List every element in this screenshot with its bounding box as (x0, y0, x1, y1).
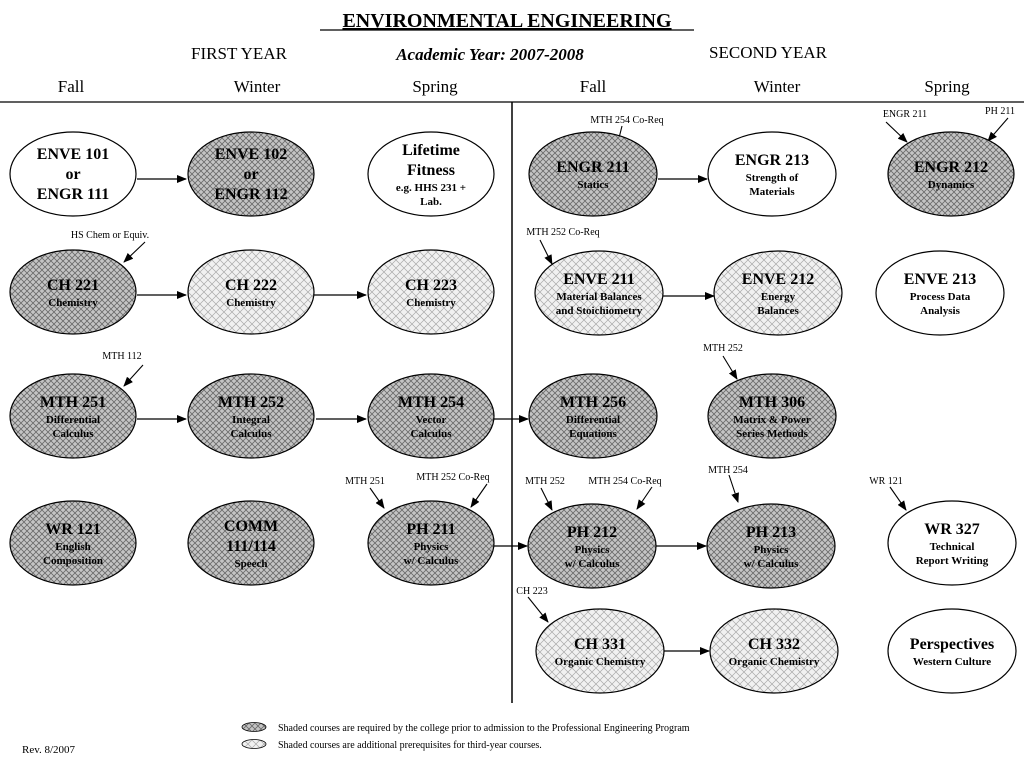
course-subtitle: English (55, 541, 91, 553)
course-node-enve211 (535, 251, 663, 335)
course-subtitle: Differential (565, 414, 621, 426)
course-title: MTH 254 (397, 394, 465, 411)
course-nodes (10, 132, 1016, 693)
course-title: PH 211 (406, 521, 456, 538)
note-mth252-b: MTH 252 (525, 476, 565, 487)
course-node-ch222 (188, 250, 314, 334)
course-title: MTH 306 (738, 394, 806, 411)
course-subtitle: e.g. HHS 231 + (395, 182, 467, 194)
course-subtitle: Composition (43, 555, 103, 567)
course-node-ph212 (528, 504, 656, 588)
course-node-ch223 (368, 250, 494, 334)
course-subtitle: Western Culture (912, 656, 992, 668)
first-year-label: FIRST YEAR (191, 44, 287, 63)
course-subtitle: w/ Calculus (564, 558, 620, 570)
course-node-mth251 (10, 374, 136, 458)
course-subtitle: Report Writing (915, 555, 989, 567)
course-subtitle: Organic Chemistry (728, 656, 820, 668)
course-subtitle: and Stoichiometry (555, 305, 643, 317)
note-ch223: CH 223 (516, 586, 548, 597)
course-title: Perspectives (909, 636, 995, 653)
note-wr121: WR 121 (869, 476, 903, 487)
course-title: MTH 256 (559, 394, 627, 411)
course-subtitle: Physics (413, 541, 449, 553)
course-subtitle: w/ Calculus (403, 555, 459, 567)
course-node-wr327 (888, 501, 1016, 585)
course-node-ch332 (710, 609, 838, 693)
course-subtitle: Chemistry (406, 297, 456, 309)
course-node-ch221 (10, 250, 136, 334)
course-title: Fitness (407, 162, 455, 179)
pointer-mth252-a (723, 356, 737, 379)
course-title: WR 121 (45, 521, 101, 538)
course-node-mth252 (188, 374, 314, 458)
course-node-mth254 (368, 374, 494, 458)
note-mth254: MTH 254 (708, 465, 748, 476)
note-mth112: MTH 112 (102, 351, 142, 362)
course-subtitle: Calculus (230, 428, 272, 440)
course-node-mth256 (529, 374, 657, 458)
course-title: ENVE 102 (214, 146, 288, 163)
course-subtitle: Energy (760, 291, 796, 303)
pointer-mth252-b (541, 488, 552, 510)
revision-label: Rev. 8/2007 (22, 744, 76, 756)
term-label-winter-1: Winter (233, 77, 281, 96)
course-node-lifetime (368, 132, 494, 216)
course-title: ENVE 213 (903, 271, 977, 288)
course-subtitle: Dynamics (927, 179, 975, 191)
course-node-enve213 (876, 251, 1004, 335)
second-year-label: SECOND YEAR (709, 43, 827, 62)
term-label-fall-1: Fall (57, 77, 85, 96)
course-subtitle: Process Data (909, 291, 971, 303)
course-title: ENVE 101 (36, 146, 110, 163)
course-node-enve101 (10, 132, 136, 216)
course-subtitle: Statics (577, 179, 609, 191)
pointer-hs-chem (124, 242, 145, 262)
legend-swatch-dark (242, 723, 266, 732)
course-title: ENVE 211 (563, 271, 635, 288)
academic-year-label: Academic Year: 2007-2008 (396, 45, 584, 64)
course-subtitle: Series Methods (736, 428, 808, 440)
course-subtitle: w/ Calculus (743, 558, 799, 570)
course-node-ph211 (368, 501, 494, 585)
course-title: CH 223 (405, 277, 457, 294)
pointer-engr211 (886, 122, 907, 142)
course-title: 111/114 (226, 538, 276, 555)
course-node-enve102 (188, 132, 314, 216)
course-subtitle: Balances (757, 305, 799, 317)
note-mth254-coreq: MTH 254 Co-Req (590, 115, 664, 126)
course-node-engr212 (888, 132, 1014, 216)
course-subtitle: Speech (234, 558, 268, 570)
course-title: Lifetime (402, 142, 460, 159)
course-node-wr121 (10, 501, 136, 585)
pointer-mth252-coreq-b (471, 484, 487, 507)
pointer-mth251 (370, 488, 384, 508)
course-title: MTH 251 (39, 394, 107, 411)
note-mth251: MTH 251 (345, 476, 385, 487)
course-subtitle: Matrix & Power (733, 414, 811, 426)
course-subtitle: Technical (929, 541, 975, 553)
course-subtitle: Physics (753, 544, 789, 556)
page-title: ENVIRONMENTAL ENGINEERING (342, 10, 672, 32)
course-subtitle: Physics (574, 544, 610, 556)
course-title: ENGR 212 (913, 159, 989, 176)
course-subtitle: Chemistry (48, 297, 98, 309)
note-mth252-coreq: MTH 252 Co-Req (526, 227, 600, 238)
course-node-perspectives (888, 609, 1016, 693)
course-subtitle: Material Balances (556, 291, 642, 303)
course-title: or (243, 166, 259, 183)
note-engr211: ENGR 211 (882, 109, 928, 120)
course-title: CH 221 (47, 277, 99, 294)
term-label-fall-2: Fall (579, 77, 607, 96)
pointer-ch223 (528, 597, 548, 622)
legend-text-dark: Shaded courses are required by the college prior to admission to the Professional Engineering Program (278, 723, 690, 734)
course-subtitle: Materials (749, 186, 795, 198)
course-subtitle: Integral (232, 414, 270, 426)
course-node-engr213 (708, 132, 836, 216)
course-title: COMM (223, 518, 279, 535)
course-subtitle: Chemistry (226, 297, 276, 309)
course-title: PH 213 (745, 524, 797, 541)
note-mth252-coreq-b: MTH 252 Co-Req (416, 472, 490, 483)
note-ph211: PH 211 (985, 106, 1015, 117)
course-title: WR 327 (924, 521, 980, 538)
course-node-ch331 (536, 609, 664, 693)
term-label-spring-1: Spring (412, 77, 458, 96)
course-title: CH 331 (574, 636, 626, 653)
term-label-spring-2: Spring (924, 77, 970, 96)
course-node-comm111 (188, 501, 314, 585)
course-title: CH 222 (225, 277, 277, 294)
course-title: or (65, 166, 81, 183)
note-mth252-a: MTH 252 (703, 343, 743, 354)
course-title: PH 212 (566, 524, 618, 541)
pointer-mth254 (729, 475, 738, 502)
course-subtitle: Calculus (52, 428, 94, 440)
course-subtitle: Differential (45, 414, 101, 426)
course-node-engr211 (529, 132, 657, 216)
pointer-mth112 (124, 365, 143, 386)
course-subtitle: Organic Chemistry (554, 656, 646, 668)
legend (242, 723, 690, 752)
course-subtitle: Strength of (745, 172, 799, 184)
legend-text-light: Shaded courses are additional prerequisites for third-year courses. (278, 740, 542, 751)
note-hs-chem: HS Chem or Equiv. (70, 230, 150, 241)
course-node-mth306 (708, 374, 836, 458)
course-title: ENGR 213 (734, 152, 810, 169)
course-node-enve212 (714, 251, 842, 335)
course-subtitle: Lab. (420, 196, 442, 208)
course-title: ENVE 212 (741, 271, 815, 288)
course-subtitle: Calculus (410, 428, 452, 440)
legend-swatch-light (242, 740, 266, 749)
course-subtitle: Vector (415, 414, 447, 426)
term-label-winter-2: Winter (753, 77, 801, 96)
note-mth254-coreq-b: MTH 254 Co-Req (588, 476, 662, 487)
pointer-ph211 (988, 118, 1008, 141)
course-subtitle: Equations (569, 428, 617, 440)
course-node-ph213 (707, 504, 835, 588)
pointer-wr121 (890, 487, 906, 510)
course-title: MTH 252 (217, 394, 285, 411)
pointer-mth254-coreq-b (637, 487, 652, 509)
pointer-mth252-coreq (540, 240, 552, 264)
course-title: ENGR 211 (556, 159, 630, 176)
course-title: CH 332 (748, 636, 800, 653)
course-subtitle: Analysis (920, 305, 960, 317)
course-title: ENGR 112 (214, 186, 288, 203)
course-title: ENGR 111 (36, 186, 110, 203)
